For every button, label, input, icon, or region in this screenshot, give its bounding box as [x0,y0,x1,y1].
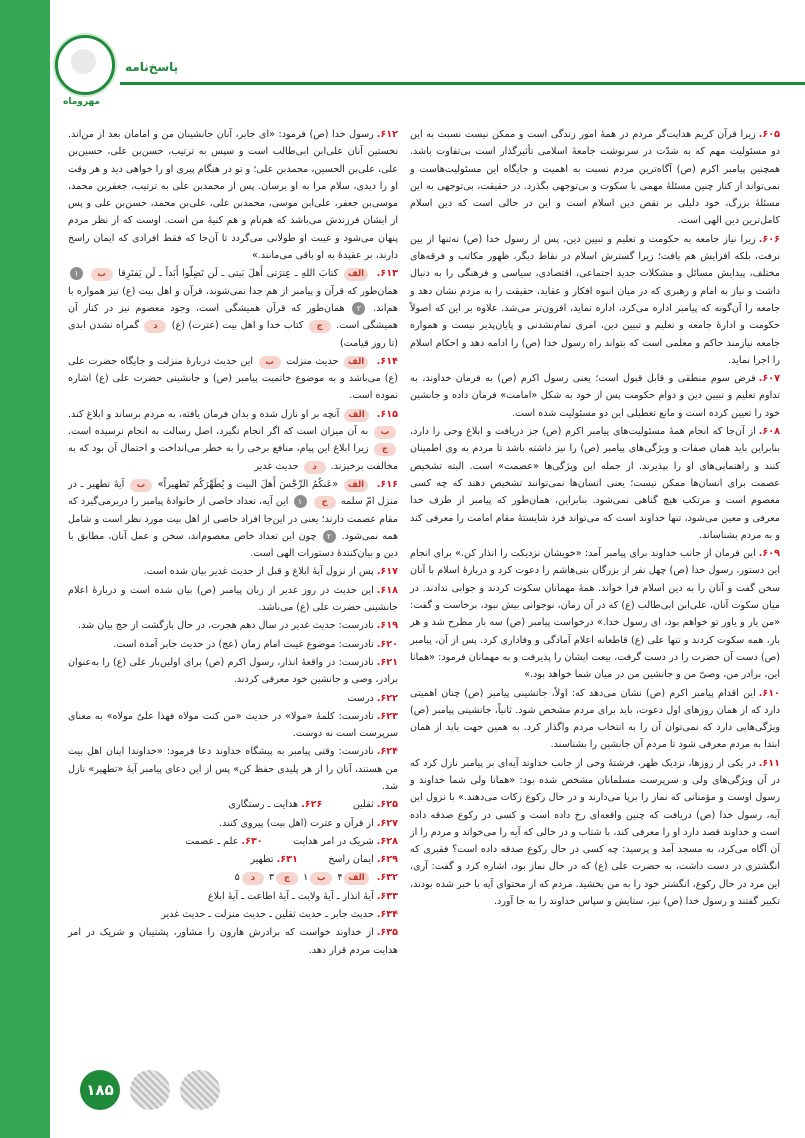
answer-text: نادرست: حدیث غدیر در سال دهم هجرت، در حال بازگشت از حج بیان شد. [78,620,374,632]
answer-625-626 [68,796,398,813]
answer-620 [68,636,398,653]
left-column [68,126,398,960]
answer-number: ۶۰۸. [758,426,780,438]
answer-text: نادرست: موضوع غیبت امام زمان (عج) در حدیث جابر آمده است. [113,638,374,650]
answer-text: همان‌طور که قرآن و پیامبر از هم جدا نمی‌شوند، قرآن و اهل بیت (ع) نیز همواره با هم‌اند. [68,285,398,314]
circled-number: ۲ [323,530,336,543]
answer-624 [68,743,398,795]
answer-number: ۶۳۴. [376,909,398,921]
answer-number: ۶۲۹. [376,854,398,866]
match-value: ۳ [268,872,275,884]
answer-608 [410,423,780,544]
part-badge: د [242,872,264,885]
answer-627 [68,815,398,832]
answer-605 [410,126,780,230]
part-badge: الف [344,479,368,492]
answer-text: درست [347,692,374,704]
answer-text: از خداوند خواست که برادرش هارون را مشاور، پشتیبان و شریک در امر هدایت مردم قرار دهد. [68,927,398,956]
answer-628-630 [68,833,398,850]
right-column [410,126,780,911]
circled-number: ۲ [352,302,365,315]
answer-number: ۶۲۲. [376,692,398,704]
match-value: ۱ [303,872,309,884]
answer-609 [410,545,780,683]
answer-number: ۶۱۳. [376,268,398,280]
answer-number: ۶۱۰. [758,687,780,699]
answer-number: ۶۱۷. [376,566,398,578]
answer-text: این حدیث در روز غدیر از زبان پیامبر (ص) بیان شده است و دربارهٔ اعلام جانشینی حضرت علی (ع) می‌باشد. [68,584,398,614]
answer-text: همان‌طور که قرآن همیشگی است، وجود معصوم نیز در کنار آن همیشگی است. [68,302,398,332]
part-badge: ج [276,872,298,885]
part-badge: ج [309,320,331,333]
answer-619 [68,617,398,634]
answer-text: گمراه نشدن ابدی (تا روز قیامت) [68,320,398,349]
answer-number: ۶۱۹. [376,620,398,632]
answer-text: حدیث غدیر [254,460,299,472]
part-badge: ب [310,872,332,885]
answer-number: ۶۱۴. [376,355,398,367]
answer-text: آنچه بر او نازل شده و بدان فرمان یافته، به مردم برساند و ابلاغ کند. [68,408,340,420]
answer-number: ۶۳۰. [241,835,263,847]
answer-text: رسول خدا (ص) فرمود: «ای جابر، آنان جانشینان من و امامان بعد از من‌اند. نخستین آنان علی‌ابن ابی‌طالب است و سپس به ترتیب، حسن‌بن علی، حسین‌بن علی، علی‌بن الحسین، محمدبن علی؛ و تو در هنگام پیری او را خواهی دید و هر وقت او را دیدی، سلام مرا به او برسان. پس از محمدبن علی به ترتیب، جعفربن محمد، موسی‌بن جعفر، علی‌ابن موسی، محمدبن علی، علی‌بن محمد، حسن‌بن علی و پس از ایشان فرزندش می‌باشد که هم‌نام و هم کنیهٔ من است. اوست که از نظر مردم پنهان می‌شود و غیبت او طولانی می‌گردد تا آن‌جا که فقط افرادی که ایمان راسخ دارند، بر عقیدهٔ به او باقی می‌مانند.» [68,129,398,262]
answer-610 [410,685,780,754]
side-color-strip [0,0,50,1138]
logo-text: مهروماه [63,97,100,107]
answer-text: چون این تعداد خاص معصوم‌اند، سخن و عمل آنان، مطابق با دین و بیان‌کنندهٔ دستورات الهی است. [68,530,398,560]
answer-text: کتاب خدا و اهل بیت (عترت) (ع) [171,320,304,332]
answer-text: حدیث جابر ـ حدیث ثقلین ـ حدیث منزلت ـ حدیث غدیر [161,909,374,921]
answer-number: ۶۲۴. [376,746,398,758]
answer-text: در یکی از روزها، نزدیک ظهر، فرشتهٔ وحی از جانب خداوند آیه‌ای بر پیامبر نازل کرد که در آن ویژگی‌های ولی و سرپرست مسلمانان مشخص شده بود: «همانا ولی شما خداوند و رسول اوست و مؤمنانی که نماز را برپا می‌دارند و در حال رکوع زکات می‌دهند.» با نزول این آیه، رسول خدا (ص) دریافت که چنین واقعه‌ای رخ داده است و کسی در رکوع صدقه داده است و خداوند قصد دارد او را معرفی کند، با شتاب و در حالی که آیه را می‌خواند و مردم را از آن آگاه می‌کرد، به مسجد آمد و پرسید: چه کسی در حال رکوع صدقه داده است؟ فقیری که انگشتری در دست داشت، به حضرت علی (ع) که در حال نماز بود، اشاره کرد و گفت: آری، این مرد در حال رکوع، انگشتر خود را به من بخشید. مردم که از محتوای آیه با خبر شده بودند، تکبیر گفتند و رسول خدا (ص) نیز، ستایش و سپاس خداوند را به جا آورد. [410,757,780,908]
answer-text: زیرا ابلاغ این پیام، منافع برخی را به خطر می‌انداخت و احتمال آن بود که به مخالفت برخیزند. [68,443,398,472]
part-badge: الف [344,409,368,422]
answer-number: ۶۰۶. [758,233,780,245]
answer-text: نادرست: کلمهٔ «مولا» در حدیث «من کنت مولاه فهذا علیٌ مولاه» به معنای سرپرست است نه دوست. [68,710,398,740]
part-badge: الف [344,872,368,885]
answer-text: شریک در امر هدایت [293,835,374,847]
answer-number: ۶۳۲. [376,872,398,884]
answer-text: حدیث منزلت [286,355,339,367]
answer-613 [68,265,398,351]
page-title: پاسخ‌نامه [125,60,179,74]
answer-number: ۶۰۷. [758,373,780,385]
answer-number: ۶۲۰. [376,638,398,650]
answer-621 [68,654,398,689]
answer-number: ۶۲۵. [376,799,398,811]
answer-607 [410,370,780,422]
answer-number: ۶۲۱. [376,656,398,668]
answer-number: ۶۱۲. [376,129,398,140]
answer-text: تطهیر [250,854,274,866]
answer-623 [68,708,398,743]
answer-number: ۶۲۸. [376,835,398,847]
answer-text: پس از نزول آیهٔ ابلاغ و قبل از حدیث غدیر بیان شده است. [143,566,374,578]
logo-center [71,49,96,74]
answer-622 [68,690,398,707]
answer-number: ۶۱۸. [376,584,398,596]
answer-635 [68,924,398,959]
page-number: ۱۸۵ [80,1070,120,1110]
answer-633 [68,888,398,905]
part-badge: ب [91,268,113,281]
answer-text: زیرا قرآن کریم هدایت‌گر مردم در همهٔ امور زندگی است و ممکن نیست نسبت به این دو مسئولیت مهم که به شدّت در سرنوشت جامعهٔ اسلامی تأثیرگذار است بی‌تفاوت باشد. همچنین پیامبر اکرم (ص) آگاه‌ترین مردم نسبت به اهمیت و جایگاه این مسئولیت‌هاست و نمی‌تواند از کنار چنین مسئلهٔ مهمی با سکوت و بی‌توجهی بگذرد. در حقیقت، بی‌توجهی به این مسئلهٔ بزرگ، خود دلیلی بر نقص دین اسلام است و این در حالی است که دین اسلام کامل‌ترین دین الهی است. [410,129,780,227]
answer-text: این فرمان از جانب خداوند برای پیامبر آمد: «خویشان نزدیکت را انذار کن.» برای انجام این دستور، رسول خدا (ص) چهل نفر از بزرگان بنی‌هاشم را دعوت کرد و دربارهٔ اسلام با آنان سخن گفت و آنان را به دین اسلام فرا خواند. همهٔ مهمانان سکوت کردند و جوابی ندادند. در میان سکوت آنان، علی‌ابن ابی‌طالب (ع) که در آن زمان، نوجوانی بیش نبود، برخاست و گفت: «من یار و یاور تو خواهم بود، ای رسول خدا.» درخواست پیامبر (ص) سه بار مطرح شد و هر بار، همه سکوت کردند و تنها علی (ع) قاطعانه اعلام آمادگی و وفاداری کرد. پس از آن، پیامبر (ص) دست آن حضرت را در دست گرفت، بیعت ایشان را پذیرفت و به مهمانان فرمود: «همانا این، برادر من، وصیّ من و جانشین من در میان شما خواهد بود.» [410,548,780,681]
answer-text: فرض سوم منطقی و قابل قبول است؛ یعنی رسول اکرم (ص) به فرمان خداوند، به تداوم تعلیم و تبیین دین و دوام حکومت پس از خود به شکل «امامت» فرمان داده و جانشین خود را تعیین کرده است و مانع تعطیلی این دو مسئولیت شده است. [410,373,780,419]
answer-number: ۶۱۶. [376,478,398,490]
answer-text: نادرست: وقتی پیامبر به پیشگاه خداوند دعا فرمود: «خداوندا اینان اهل بیت من هستند، آنان را از هر پلیدی حفظ کن» پس از این دعای پیامبر آیهٔ «تطهیر» نازل شد. [68,746,398,792]
match-value: ۵ [234,872,240,884]
answer-number: ۶۳۳. [376,890,398,902]
answer-text: کتابَ اللهِ ـ عِترَتی أَهلَ بَیتی ـ لَن تَضِلّوا أَبَداً ـ لَن یَفتَرِقا [118,268,339,280]
answer-number: ۶۳۵. [376,927,398,939]
answer-611 [410,755,780,911]
answer-616 [68,476,398,562]
part-badge: ب [259,356,281,369]
answer-text: این حدیث دربارهٔ منزلت و جایگاه حضرت علی (ع) می‌باشد و به موضوع خاتمیت پیامبر (ص) و جانشینی حضرت علی (ع) اشاره نموده است. [68,355,398,402]
part-badge: الف [344,268,368,281]
answer-text: علم ـ عصمت [185,835,239,847]
part-badge: الف [344,356,368,369]
answer-number: ۶۱۵. [376,408,398,420]
answer-615 [68,406,398,475]
circled-number: ۱ [294,495,307,508]
answer-number: ۶۰۹. [758,548,780,560]
publisher-logo [55,35,117,107]
part-badge: ج [314,496,336,509]
answer-614 [68,353,398,405]
answer-text: ایمان راسخ [328,854,374,866]
header-rule [120,82,805,85]
answer-number: ۶۲۶. [301,799,323,811]
answer-text: «عَنکُمُ الرِّجْسَ أَهلَ البیت و یُطَهِّرَکُم تَطهیراً» [157,478,339,490]
answer-text: به آن میزان است که اگر انجام نگیرد، اصل رسالت به انجام نرسیده است. [68,426,369,438]
answer-632 [68,869,398,886]
answer-text: زیرا نیاز جامعه به حکومت و تعلیم و تبیین دین، پس از رسول خدا (ص) نه‌تنها از بین نرفت، بلکه افزایش هم یافت؛ زیرا گسترش اسلام در نقاط دیگر، ظهور مکاتب و فرقه‌های مختلف، پیدایش مسائل و مشکلات جدید اجتماعی، اقتصادی، سیاسی و فرهنگی را به دنبال داشت و نیاز به امام و رهبری که در میان انبوه افکار و عقاید، حقیقت را به مردم نشان دهد و جامعه را آن‌گونه که پیامبر اداره می‌کرد، اداره نماید، افزون‌تر می‌شد. علاوه بر این که اصولاً حکومت و ادارهٔ جامعه و تعلیم و تبیین دین، امری تمام‌نشدنی و پایان‌پذیر نیست و همواره جامعه نیازمند حاکم و معلمی است که بتواند راه رسول خدا (ص) را ادامه دهد و احکام اسلام را اجرا نماید. [410,233,780,366]
answer-612 [68,126,398,264]
part-badge: د [304,461,326,474]
part-badge: ب [374,426,396,439]
part-badge: ج [374,443,396,456]
decorative-circle [130,1070,170,1110]
answer-text: آیهٔ انذار ـ آیهٔ ولایت ـ آیهٔ اطاعت ـ آیهٔ ابلاغ [207,890,374,902]
answer-618 [68,582,398,617]
decorative-circle [180,1070,220,1110]
answer-text: ثقلین [352,799,374,811]
circled-number: ۱ [70,267,83,280]
answer-number: ۶۳۱. [276,854,298,866]
answer-number: ۶۲۳. [376,710,398,722]
answer-text: نادرست: در واقعهٔ انذار، رسول اکرم (ص) برای اولین‌بار علی (ع) را به‌عنوان برادر، وصی و جانشین خود معرفی کردند. [68,656,398,686]
answer-text: از قرآن و عترت (اهل بیت) پیروی کنند. [219,817,374,829]
answer-606 [410,231,780,369]
answer-629-631 [68,851,398,868]
answer-number: ۶۱۱. [758,757,780,769]
answer-text: این آیه، تعداد خاصی از خانوادهٔ پیامبر را دربرمی‌گیرد که مقام عصمت دارند؛ یعنی در این‌جا افراد خاصی از اهل بیت مورد نظر است و شامل همه نمی‌شود. [68,496,398,542]
answer-617 [68,563,398,580]
answer-text: آیهٔ تطهیر ـ در منزل امّ سلمه [68,478,398,508]
part-badge: ب [130,479,152,492]
answer-number: ۶۰۵. [758,129,780,140]
part-badge: د [144,320,166,333]
answer-text: از آن‌جا که انجام همهٔ مسئولیت‌های پیامبر اکرم (ص) جز دریافت و ابلاغ وحی را دارد، بنابراین باید همان صفات و ویژگی‌های پیامبر (ص) را نیز داشته باشد تا مردم به وی اطمینان کنند و راهنمایی‌های او را بپذیرند. از جمله این ویژگی‌ها «عصمت» است. البته تشخیص عصمت برای انسان‌ها ممکن نیست؛ یعنی انسان‌ها نمی‌توانند تشخیص دهند که چه کسی معصوم است و مرتکب هیچ گناهی نمی‌شود. بنابراین، همان‌طور که پیامبر از طرف خدا معرفی و معین می‌شود، تنها خداوند است که می‌تواند فرد شایستهٔ مقام امامت را معرفی کند و به مردم بشناساند. [410,426,780,541]
match-value: ۴ [337,872,343,884]
answer-text: این اقدام پیامبر اکرم (ص) نشان می‌دهد که: اولاً، جانشینی پیامبر (ص) چنان اهمیتی دارد که از همان روزهای اول دعوت، باید برای مردم مشخص شود. ثانیاً، جانشینی پیامبر (ص) ویژگی‌هایی دارد که نمی‌توان آن را به انتخاب مردم واگذار کرد. به همین جهت باید از همان ابتدا به مردم معرفی شود تا مردم آن جانشین را بشناسند. [410,687,780,751]
answer-number: ۶۲۷. [376,817,398,829]
answer-634 [68,906,398,923]
answer-text: هدایت ـ رستگاری [228,799,299,811]
